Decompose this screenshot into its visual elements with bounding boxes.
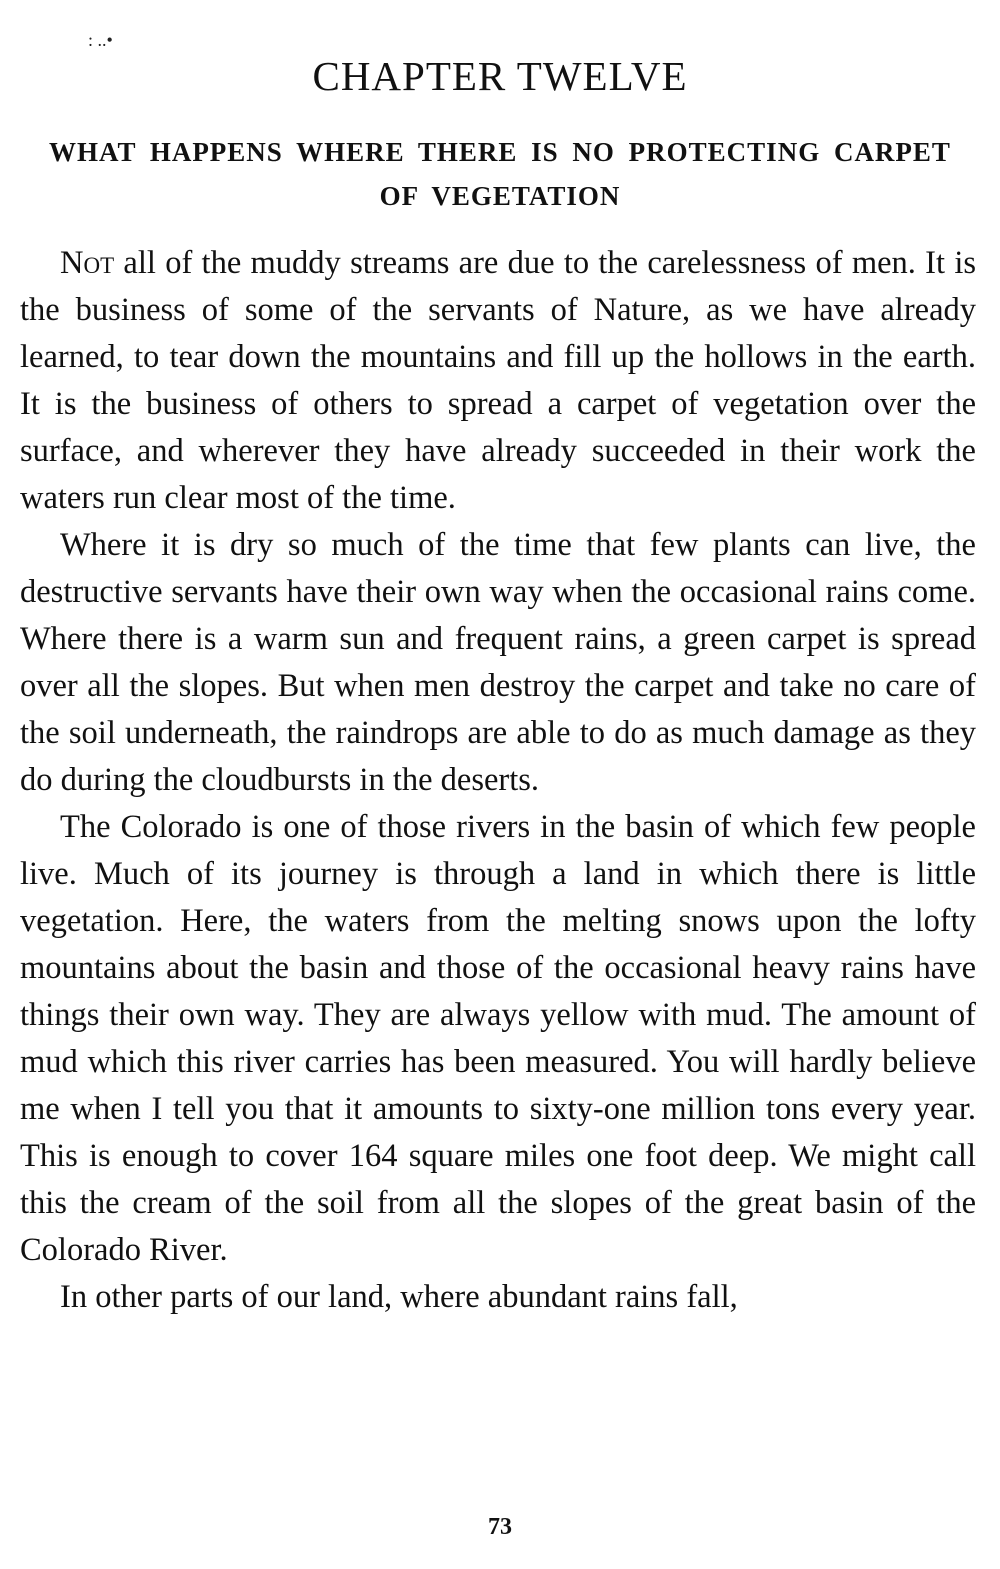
- paragraph-2: Where it is dry so much of the time that few plants can live, the destructive servants have their own way when the occasional rains come. Where there is a warm sun and frequent rains, a green carpet is spread over all the slopes. But when men destroy the carpet and take no care of the soil underneath, the raindrops are able to do as much damage as they do during the cloudbursts in the deserts.: [20, 527, 976, 798]
- paragraph-3: The Colorado is one of those rivers in the basin of which few people live. Much of its journey is through a land in which there is little vegetation. Here, the waters from the melting snows upon the lofty mountains about the basin and those of the occasional heavy rains have things their own way. They are always yellow with mud. The amount of mud which this river carries has been measured. You will hardly believe me when I tell you that it amounts to sixty-one million tons every year. This is enough to cover 164 square miles one foot deep. We might call this the cream of the soil from all the slopes of the great basin of the Colorado River.: [20, 809, 976, 1268]
- paragraph-1: [20, 240, 976, 522]
- print-speck: : ..•: [88, 30, 113, 50]
- chapter-body: [20, 240, 976, 1321]
- page-number: 73: [488, 1514, 512, 1540]
- paragraph-lead-word: Not: [60, 245, 115, 281]
- paragraph-4: In other parts of our land, where abundant rains fall,: [60, 1279, 738, 1315]
- chapter-subtitle: WHAT HAPPENS WHERE THERE IS NO PROTECTING CARPET OF VEGETATION: [49, 137, 951, 211]
- chapter-title: CHAPTER TWELVE: [312, 53, 688, 99]
- paragraph-1-text: all of the muddy streams are due to the carelessness of men. It is the business of some of the servants of Nature, as we have already learned, to tear down the mountains and fill up the hollows in the earth. It is the business of others to spread a carpet of vegetation over the surface, and wherever they have already succeeded in their work the waters run clear most of the time.: [20, 245, 976, 516]
